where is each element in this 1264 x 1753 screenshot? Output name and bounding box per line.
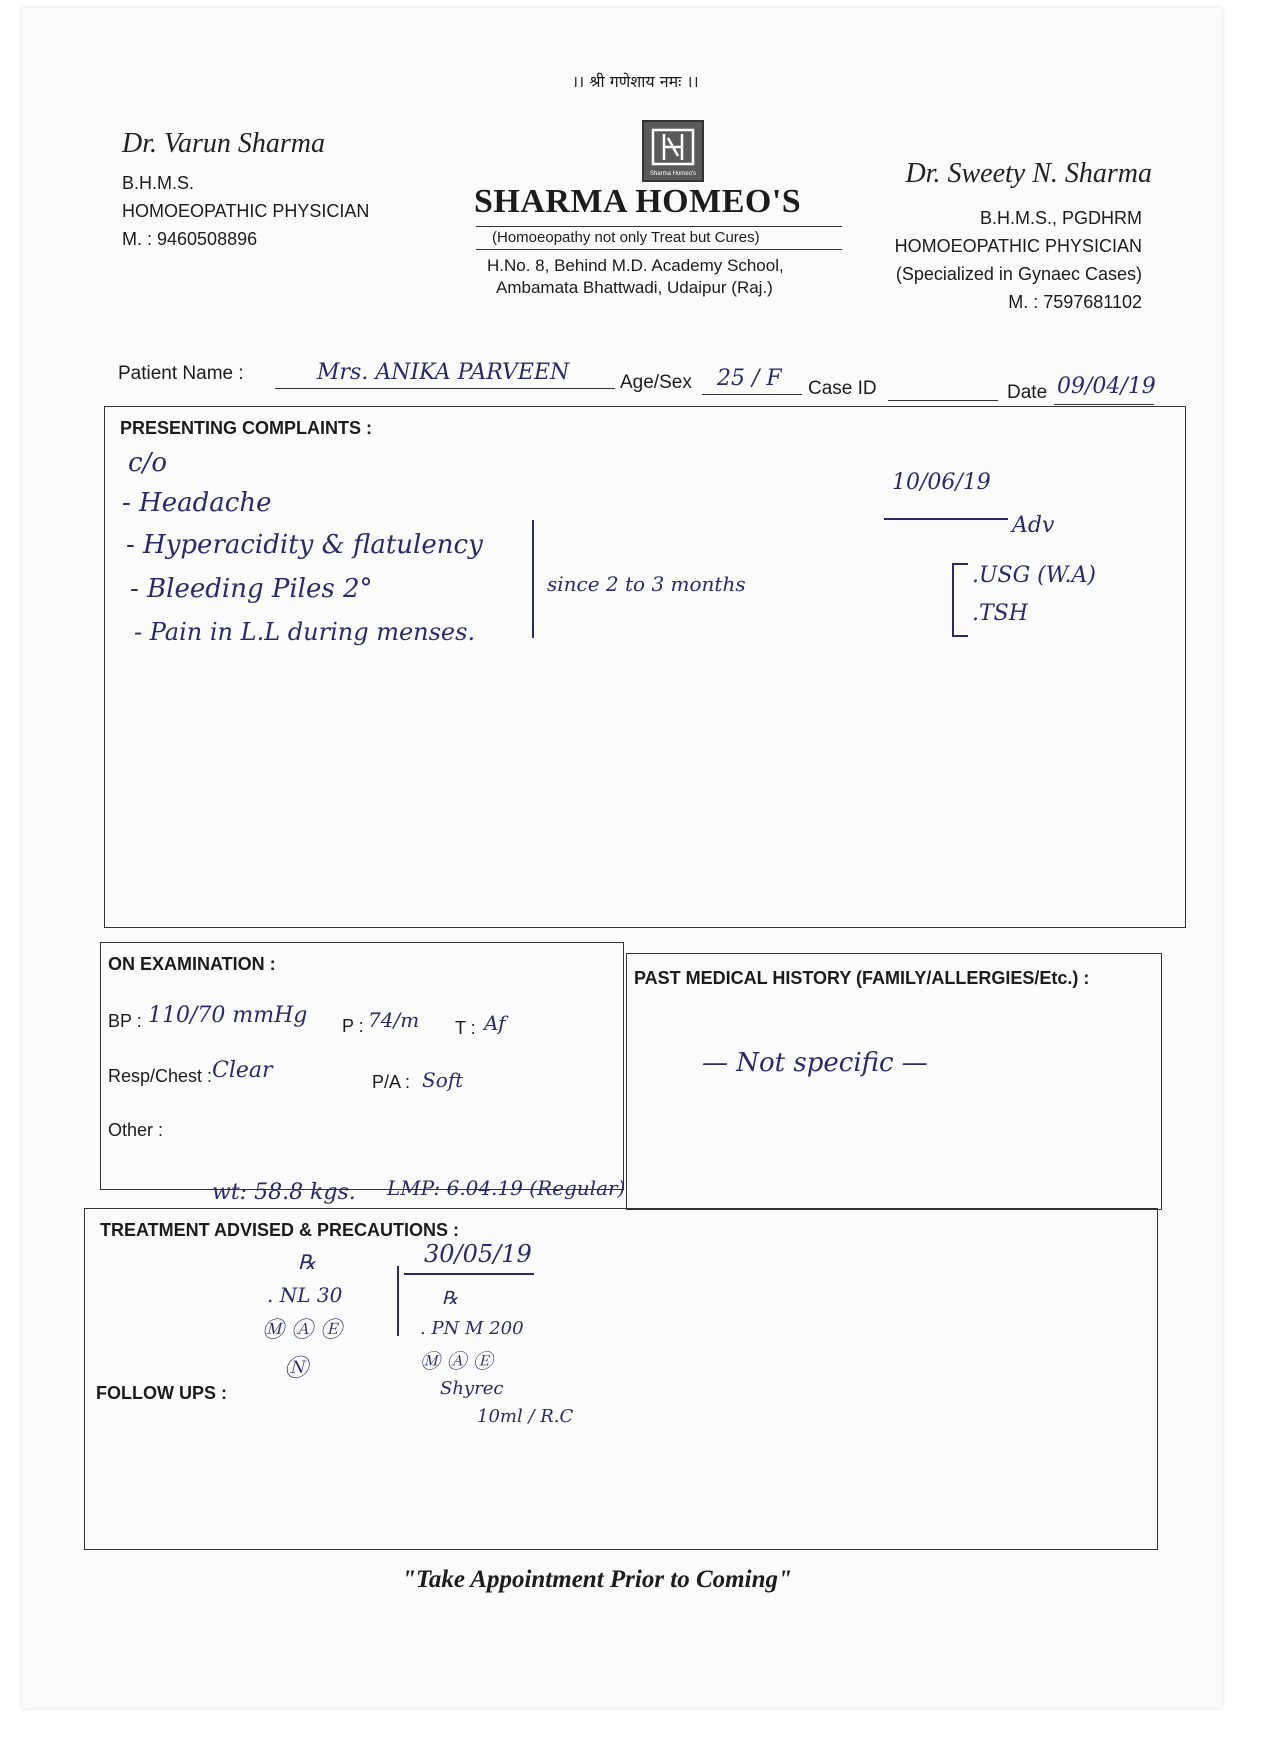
rx1-line3: Ⓝ — [284, 1354, 308, 1382]
left-doctor-name: Dr. Varun Sharma — [122, 128, 326, 159]
rx-divider — [397, 1266, 399, 1336]
followup-underline — [884, 518, 1008, 520]
prescription-sheet — [22, 8, 1222, 1708]
pa-label: P/A : — [372, 1072, 411, 1092]
clinic-divider-top — [476, 226, 842, 227]
lmp-value: LMP: 6.04.19 (Regular) — [387, 1176, 626, 1200]
rx1-line1: . NL 30 — [267, 1283, 343, 1307]
pa-value: Soft — [422, 1068, 464, 1092]
temp-label: T : — [455, 1018, 476, 1038]
rx2-line1: . PN M 200 — [420, 1318, 524, 1339]
complaints-duration: since 2 to 3 months — [547, 572, 746, 596]
date-label: Date — [1007, 382, 1048, 403]
advice-item: .USG (W.A) — [972, 563, 1096, 588]
right-doctor-mobile: M. : 7597681102 — [1008, 292, 1142, 312]
complaint-item: - Hyperacidity & flatulency — [126, 530, 483, 560]
right-doctor-name: Dr. Sweety N. Sharma — [905, 158, 1152, 189]
followup-date: 10/06/19 — [892, 470, 991, 495]
patient-name-label: Patient Name : — [118, 363, 244, 384]
complaints-label: PRESENTING COMPLAINTS : — [120, 418, 373, 438]
right-doctor-specialization: (Specialized in Gynaec Cases) — [895, 264, 1142, 284]
right-doctor-role: HOMOEOPATHIC PHYSICIAN — [894, 236, 1142, 256]
rx1-line2: Ⓜ Ⓐ Ⓔ — [262, 1318, 342, 1343]
resp-label: Resp/Chest : — [108, 1066, 213, 1086]
date-value: 09/04/19 — [1057, 374, 1156, 399]
left-doctor-degree: B.H.M.S. — [122, 173, 195, 193]
case-id-label: Case ID — [808, 378, 877, 399]
temp-value: Af — [484, 1011, 506, 1035]
bp-label: BP : — [108, 1011, 142, 1031]
clinic-divider-bottom — [476, 249, 842, 250]
clinic-address-line2: Ambamata Bhattwadi, Udaipur (Raj.) — [496, 278, 773, 297]
age-sex-label: Age/Sex — [620, 372, 692, 393]
complaint-item: - Pain in L.L during menses. — [134, 618, 476, 646]
rx2-date: 30/05/19 — [424, 1240, 532, 1268]
logo-caption: Sharma Homeo's — [649, 171, 697, 177]
clinic-logo — [642, 120, 704, 182]
advice-bracket — [952, 563, 968, 637]
complaints-box — [104, 406, 1186, 928]
weight-value: wt: 58.8 kgs. — [212, 1180, 356, 1205]
rx1-symbol: ℞ — [298, 1250, 316, 1274]
pulse-label: P : — [342, 1016, 364, 1036]
advice-heading: Adv — [1012, 513, 1055, 538]
invocation-text: ।। श्री गणेशाय नमः ।। — [572, 72, 699, 91]
complaints-bracket — [532, 520, 534, 638]
history-value: — Not specific — — [702, 1048, 928, 1078]
examination-label: ON EXAMINATION : — [108, 954, 276, 974]
clinic-tagline: (Homoeopathy not only Treat but Cures) — [492, 229, 760, 246]
history-label: PAST MEDICAL HISTORY (FAMILY/ALLERGIES/Etc.) : — [634, 968, 1090, 988]
left-doctor-mobile: M. : 9460508896 — [122, 229, 258, 249]
complaint-item: - Bleeding Piles 2° — [130, 574, 373, 604]
clinic-name: SHARMA HOMEO'S — [474, 183, 802, 220]
date-underline — [1054, 404, 1154, 405]
bp-value: 110/70 mmHg — [148, 1003, 308, 1028]
patient-name-value: Mrs. ANIKA PARVEEN — [317, 360, 570, 385]
age-sex-underline — [702, 394, 802, 395]
clinic-address-line1: H.No. 8, Behind M.D. Academy School, — [487, 256, 784, 275]
rx2-line4: 10ml / R.C — [477, 1406, 574, 1427]
rx2-line3: Shyrec — [440, 1378, 504, 1399]
resp-value: Clear — [212, 1058, 273, 1083]
rx2-line2: Ⓜ Ⓐ Ⓔ — [420, 1349, 493, 1373]
patient-name-underline — [275, 388, 615, 389]
case-id-underline — [888, 400, 998, 401]
other-label: Other : — [108, 1120, 164, 1140]
pulse-value: 74/m — [368, 1008, 420, 1032]
footer-note: "Take Appointment Prior to Coming" — [402, 1566, 792, 1593]
advice-item: .TSH — [972, 601, 1028, 626]
complaint-item: - Headache — [122, 488, 272, 518]
right-doctor-degree: B.H.M.S., PGDHRM — [979, 208, 1142, 228]
followups-label: FOLLOW UPS : — [96, 1383, 227, 1403]
left-doctor-role: HOMOEOPATHIC PHYSICIAN — [122, 201, 370, 221]
rx2-symbol: ℞ — [442, 1288, 459, 1309]
complaints-prefix: c/o — [128, 448, 167, 478]
age-sex-value: 25 / F — [717, 366, 782, 391]
history-box — [626, 953, 1162, 1210]
treatment-label: TREATMENT ADVISED & PRECAUTIONS : — [100, 1220, 460, 1240]
rx2-date-underline — [404, 1273, 534, 1275]
treatment-box — [84, 1208, 1158, 1550]
